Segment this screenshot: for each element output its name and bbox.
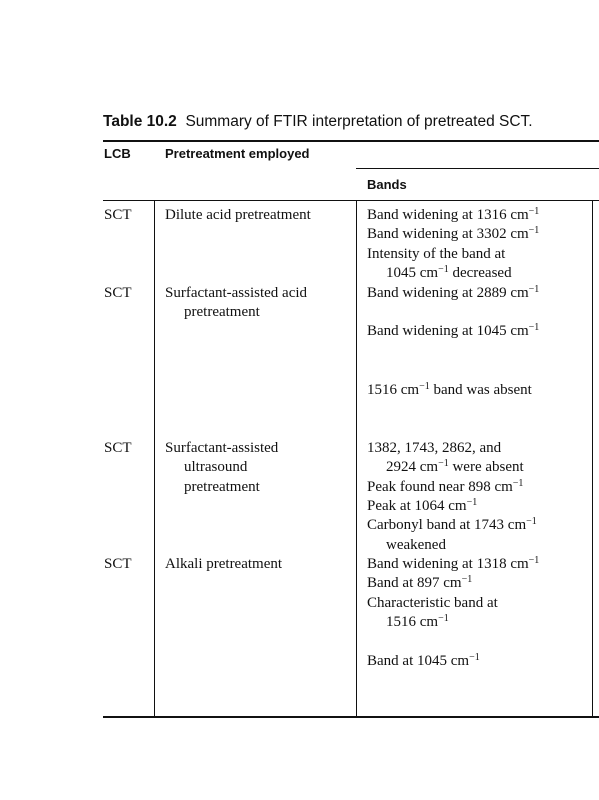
band-text: 1516 cm bbox=[367, 382, 420, 398]
band-line bbox=[367, 322, 539, 341]
pretreatment-line: Alkali pretreatment bbox=[165, 556, 283, 572]
band-text: 1045 cm bbox=[386, 265, 439, 281]
band-text: Characteristic band at bbox=[367, 595, 498, 611]
band-line bbox=[367, 264, 512, 283]
band-line bbox=[367, 206, 539, 225]
lcb-cell: SCT bbox=[104, 556, 132, 572]
band-text: Band at 897 cm bbox=[367, 575, 462, 591]
band-text: Carbonyl band at 1743 cm bbox=[367, 517, 527, 533]
pretreatment-line: pretreatment bbox=[184, 304, 260, 321]
band-text: Band widening at 1045 cm bbox=[367, 323, 529, 339]
pretreatment-line: Dilute acid pretreatment bbox=[165, 207, 311, 223]
band-text: Peak at 1064 cm bbox=[367, 498, 467, 514]
header-pretreatment: Pretreatment employed bbox=[165, 146, 310, 161]
lcb-cell: SCT bbox=[104, 207, 132, 223]
band-line bbox=[367, 439, 501, 458]
band-line bbox=[367, 594, 498, 613]
column-divider-1 bbox=[154, 200, 155, 717]
header-rule bbox=[103, 200, 599, 201]
band-line bbox=[367, 497, 477, 516]
table-caption bbox=[103, 113, 533, 131]
band-text: Band widening at 3302 cm bbox=[367, 226, 529, 242]
band-line bbox=[367, 381, 532, 400]
pretreatment-line: pretreatment bbox=[184, 478, 260, 495]
band-line bbox=[367, 225, 539, 244]
lcb-cell: SCT bbox=[104, 285, 132, 301]
band-superscript: −1 bbox=[438, 264, 449, 275]
band-superscript: −1 bbox=[528, 322, 540, 333]
band-line bbox=[367, 613, 449, 632]
band-line bbox=[367, 652, 480, 671]
band-line bbox=[367, 536, 446, 555]
band-superscript: −1 bbox=[528, 284, 540, 295]
band-line bbox=[367, 284, 539, 303]
band-superscript: −1 bbox=[512, 478, 524, 489]
band-text: Band at 1045 cm bbox=[367, 653, 470, 669]
bands-header-rule bbox=[356, 168, 599, 169]
band-text: Band widening at 2889 cm bbox=[367, 285, 529, 301]
header-bands: Bands bbox=[367, 177, 407, 192]
band-text: Band widening at 1318 cm bbox=[367, 556, 529, 572]
band-text-suffix: decreased bbox=[448, 265, 512, 281]
band-superscript: −1 bbox=[438, 613, 449, 624]
band-superscript: −1 bbox=[419, 381, 430, 392]
pretreatment-line: ultrasound bbox=[184, 459, 248, 476]
top-rule bbox=[103, 140, 599, 142]
band-text: 1516 cm bbox=[386, 614, 439, 630]
band-superscript: −1 bbox=[528, 225, 540, 236]
band-text: Band widening at 1316 cm bbox=[367, 207, 529, 223]
band-line bbox=[367, 458, 524, 477]
band-text: Intensity of the band at bbox=[367, 246, 506, 262]
band-text: 2924 cm bbox=[386, 459, 439, 475]
bottom-rule bbox=[103, 716, 599, 718]
pretreatment-cell bbox=[165, 206, 311, 225]
band-superscript: −1 bbox=[526, 516, 537, 527]
band-superscript: −1 bbox=[461, 574, 473, 585]
band-line bbox=[367, 574, 472, 593]
pretreatment-cell bbox=[165, 439, 278, 497]
table-caption-text: Summary of FTIR interpretation of pretreated SCT. bbox=[185, 113, 533, 130]
band-text: 1382, 1743, 2862, and bbox=[367, 440, 502, 456]
pretreatment-cell bbox=[165, 555, 282, 574]
lcb-cell: SCT bbox=[104, 440, 132, 456]
band-text-suffix: were absent bbox=[448, 459, 524, 475]
pretreatment-cell bbox=[165, 284, 307, 323]
band-line bbox=[367, 555, 539, 574]
band-text-suffix: band was absent bbox=[429, 382, 532, 398]
band-superscript: −1 bbox=[528, 555, 540, 566]
band-line bbox=[367, 245, 505, 264]
band-line bbox=[367, 478, 523, 497]
band-superscript: −1 bbox=[528, 206, 540, 217]
band-superscript: −1 bbox=[466, 497, 478, 508]
band-text: weakened bbox=[386, 537, 446, 553]
pretreatment-line: Surfactant-assisted acid bbox=[165, 285, 308, 301]
table-caption-label: Table 10.2 bbox=[103, 113, 177, 130]
column-divider-2 bbox=[356, 200, 357, 717]
band-line bbox=[367, 516, 537, 535]
column-divider-3 bbox=[592, 200, 593, 717]
band-text: Peak found near 898 cm bbox=[367, 479, 513, 495]
pretreatment-line: Surfactant-assisted bbox=[165, 440, 279, 456]
band-superscript: −1 bbox=[438, 458, 449, 469]
header-lcb: LCB bbox=[104, 146, 131, 161]
band-superscript: −1 bbox=[469, 652, 480, 663]
